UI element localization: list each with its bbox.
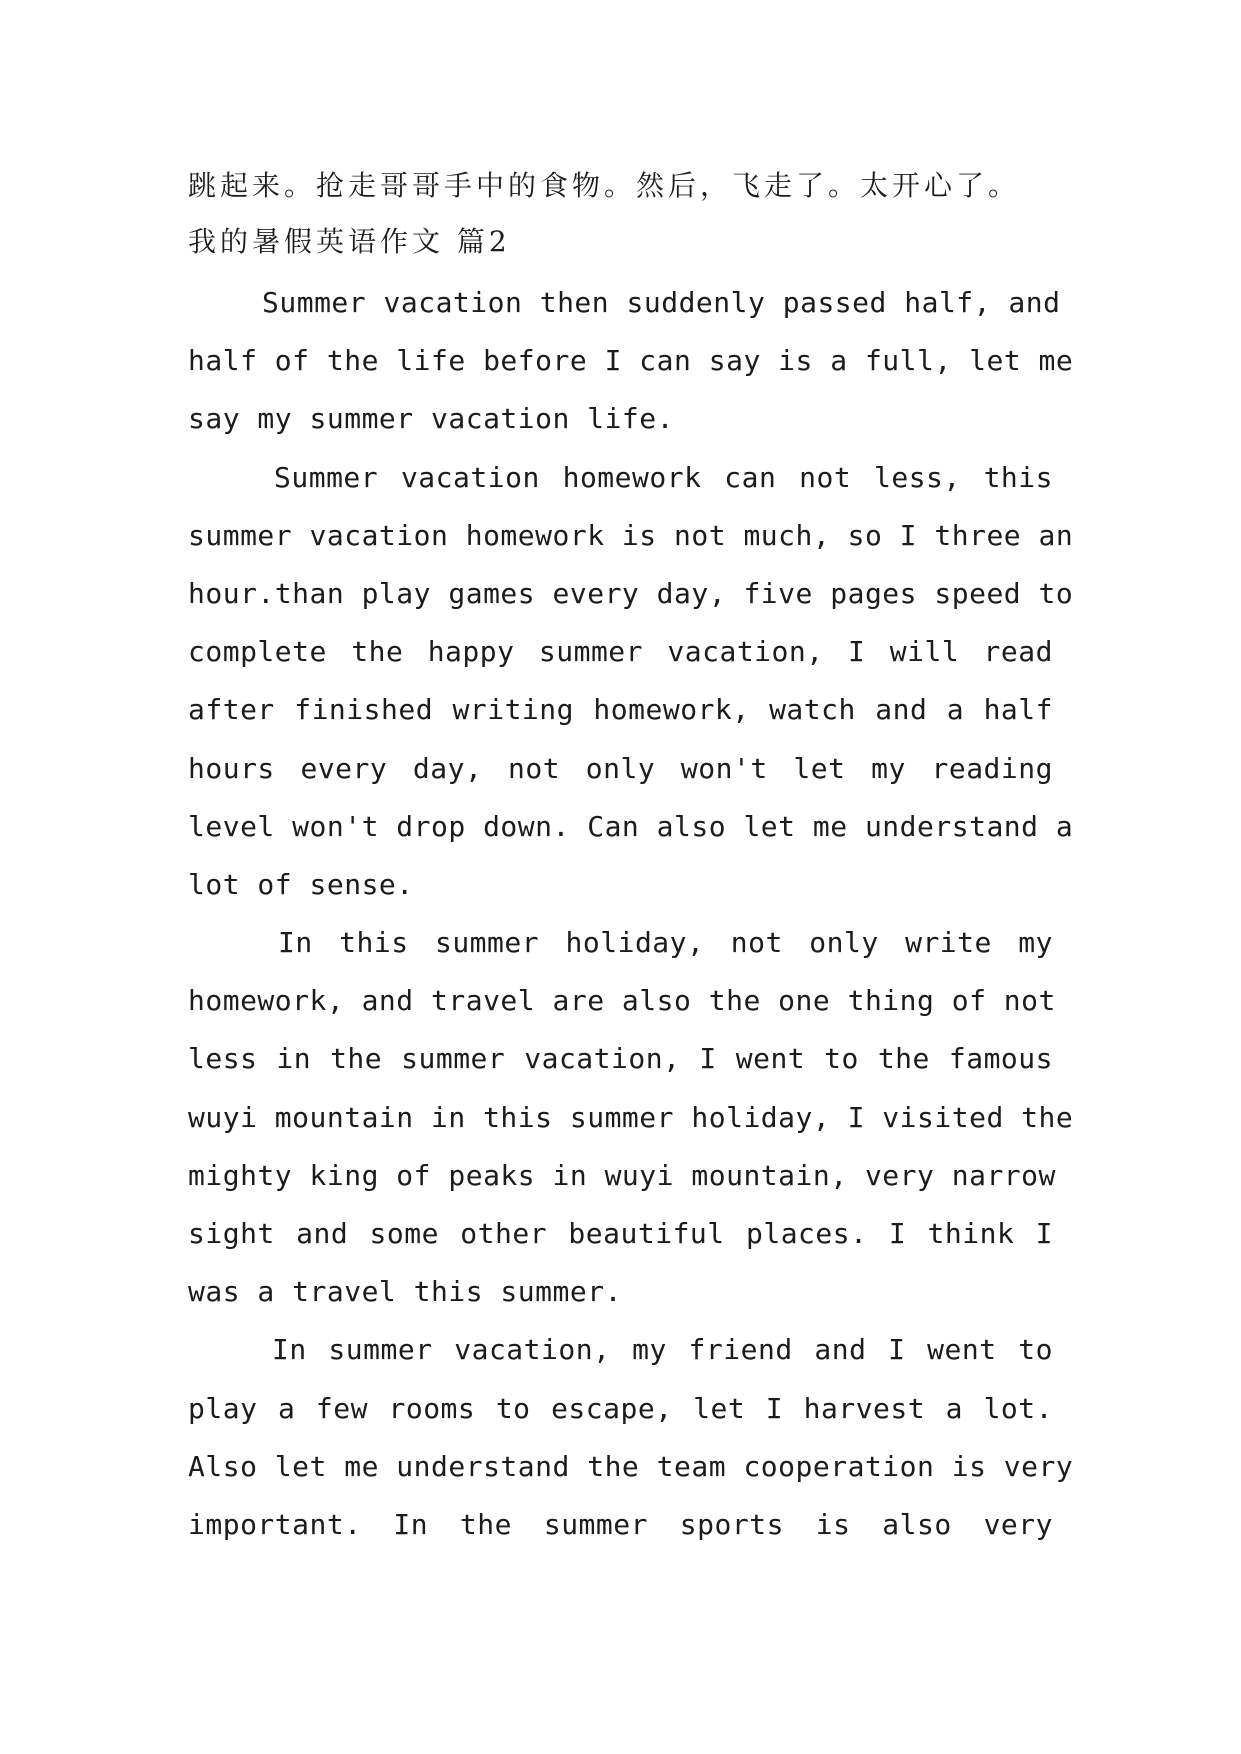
text-line: play a few rooms to escape, let I harvest a lot. xyxy=(188,1391,1053,1425)
text-line: level won't drop down. Can also let me understand a xyxy=(188,809,1074,843)
text-line: In this summer holiday, not only write my xyxy=(278,926,1053,960)
chinese-text-line: 跳起来。抢走哥哥手中的食物。然后，飞走了。太开心了。 xyxy=(188,169,1021,202)
text-line: important. In the summer sports is also very xyxy=(188,1507,1053,1541)
paragraph-3 xyxy=(188,914,1074,1321)
paragraph-2 xyxy=(188,449,1074,915)
text-line: mighty king of peaks in wuyi mountain, very narrow xyxy=(188,1158,1056,1192)
text-line: after finished writing homework, watch and a half xyxy=(188,693,1053,727)
text-line: half of the life before I can say is a full, let me xyxy=(188,344,1074,378)
paragraph-4 xyxy=(188,1321,1074,1554)
text-line: wuyi mountain in this summer holiday, I visited the xyxy=(188,1100,1074,1134)
text-line: lot of sense. xyxy=(188,867,414,901)
text-line: Also let me understand the team cooperation is very xyxy=(188,1449,1074,1483)
paragraph-1 xyxy=(188,274,1074,449)
text-line: homework, and travel are also the one thing of not xyxy=(188,984,1056,1018)
text-line: hour.than play games every day, five pages speed to xyxy=(188,576,1074,610)
document-body xyxy=(188,158,1074,1554)
text-line: less in the summer vacation, I went to the famous xyxy=(188,1042,1053,1076)
text-line: was a travel this summer. xyxy=(188,1275,622,1309)
text-line: Summer vacation homework can not less, this xyxy=(274,460,1053,494)
text-line: hours every day, not only won't let my reading xyxy=(188,751,1053,785)
essay-heading: 我的暑假英语作文 篇2 xyxy=(188,225,511,258)
text-line: summer vacation homework is not much, so I three an xyxy=(188,518,1074,552)
text-line: say my summer vacation life. xyxy=(188,402,675,436)
text-line: complete the happy summer vacation, I will read xyxy=(188,635,1053,669)
text-line: sight and some other beautiful places. I think I xyxy=(188,1217,1053,1250)
text-line: Summer vacation then suddenly passed half, and xyxy=(262,286,1061,319)
text-line: In summer vacation, my friend and I went to xyxy=(272,1333,1053,1367)
